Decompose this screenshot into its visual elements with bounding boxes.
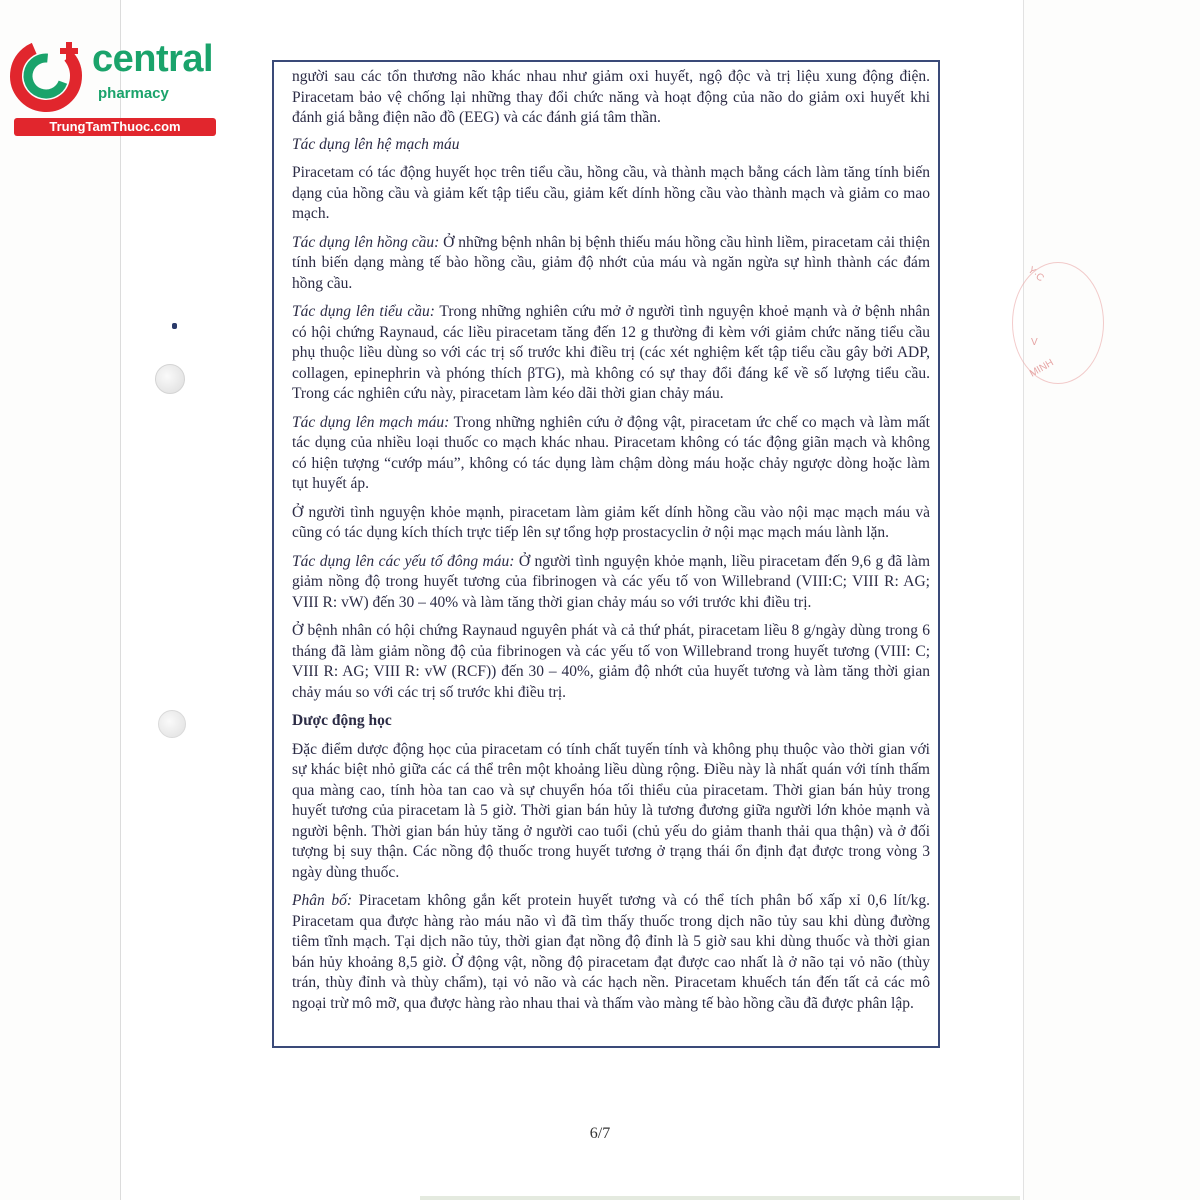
paragraph [292,67,930,129]
paragraph-lead: Tác dụng lên các yếu tố đông máu: [292,552,515,570]
document-content-frame [272,60,940,1048]
paragraph-text: Ở bệnh nhân có hội chứng Raynaud nguyên phát và cả thứ phát, piracetam liều 8 g/ngày dùng trong 6 tháng đã làm giảm nồng độ của fibrinogen và các yếu tố von Willebrand trong huyết tương (VIII: C; VIII R: AG; VIII R: vW (RCF)) đến 30 – 40%, giảm độ nhớt của huyết tương và làm tăng thời gian chảy máu so với các trị số trước khi điều trị. [292,622,930,701]
section-heading: Dược động học [292,712,392,729]
punch-hole [158,710,186,738]
paragraph-text: Đặc điểm dược động học của piracetam có tính chất tuyến tính và không phụ thuộc vào thời gian với sự khác biệt nhỏ giữa các cá thể trên một khoảng liều dùng rộng. Điều này là nhất quán với tính thấm qua màng cao, tính hòa tan cao và sự chuyển hóa tối thiểu của piracetam. Thời gian bán hủy trong huyết tương của piracetam là 5 giờ. Thời gian bán hủy là tương đương giữa người lớn khỏe mạnh và người bệnh. Thời gian bán hủy tăng ở người cao tuổi (chủ yếu do giảm thanh thải qua thận) và ở đối tượng bị suy thận. Các nồng độ thuốc trong huyết tương ở trạng thái ổn định đạt được trong vòng 3 ngày dùng thuốc. [292,740,930,881]
brand-url-banner[interactable]: TrungTamThuoc.com [14,118,216,136]
paragraph [292,891,930,1014]
paragraph [292,233,930,295]
paragraph-text: Ở người tình nguyện khỏe mạnh, piracetam làm giảm kết dính hồng cầu vào nội mạc mạch máu và cũng có tác dụng kích thích trực tiếp lên sự tổng hợp prostacyclin ở nội mạc mạch máu lành lặn. [292,503,930,541]
paragraph [292,552,930,614]
paragraph [292,621,930,703]
central-pharmacy-logo[interactable] [8,36,220,136]
paragraph-lead: Tác dụng lên mạch máu: [292,413,450,431]
stamp-text-mid: V [1031,337,1038,348]
ink-mark [172,323,177,329]
brand-name: central [92,38,214,80]
stamp-text-top: Y·C [1025,264,1046,285]
paragraph-text: Ở người tình nguyện khỏe mạnh, liều piracetam đến 9,6 g đã làm giảm nồng độ trong huyết tương của fibrinogen và các yếu tố von Willebrand (VIII:C; VIII R: AG; VIII R: vW) đến 30 – 40% và làm tăng thời gian chảy máu so với trước khi điều trị. [292,552,930,611]
paragraph-text: Ở những bệnh nhân bị bệnh thiếu máu hồng cầu hình liềm, piracetam cải thiện tính biến dạng màng tế bào hồng cầu, giảm độ nhớt của máu và ngăn ngừa sự hình thành các đám hồng cầu. [292,233,930,292]
paragraph [292,302,930,405]
paragraph-text: Piracetam không gắn kết protein huyết tương và có thể tích phân bố xấp xỉ 0,6 lít/kg. Piracetam qua được hàng rào máu não vì đã tìm thấy thuốc trong dịch não tủy sau khi dùng đường tiêm tĩnh mạch. Tại dịch não tủy, thời gian đạt nồng độ đỉnh là 5 giờ sau khi dùng thuốc và thời gian bán hủy khoảng 8,5 giờ. Ở động vật, nồng độ piracetam đạt được cao nhất là ở não tại vỏ não (thùy trán, thùy đỉnh và thùy chẩm), tại vỏ não và các hạch nền. Piracetam khuếch tán đến tất cả các mô ngoại trừ mô mỡ, qua được hàng rào nhau thai và thấm vào màng tế bào hồng cầu đã được phân lập. [292,892,930,1012]
scan-edge [420,1196,1020,1200]
paragraph-text: Trong những nghiên cứu mở ở người tình nguyện khoẻ mạnh và ở bệnh nhân có hội chứng Raynaud, các liều piracetam tăng đến 12 g thường đi kèm với giảm chức năng tiểu cầu phụ thuộc liều dùng so với các trị số trước khi điều trị (các xét nghiệm kết tập tiểu cầu gây bởi ADP, collagen, epinephrin và phóng thích βTG), mà không có sự thay đổi đáng kể về số lượng tiểu cầu. Trong các nghiên cứu này, piracetam làm kéo dãi thời gian chảy máu. [292,303,930,402]
brand-subtitle: pharmacy [98,85,169,102]
paragraph [292,163,930,225]
punch-hole [155,364,185,394]
red-seal-stamp [1012,262,1104,384]
paragraph-text: Trong những nghiên cứu ở động vật, piracetam ức chế co mạch và làm mất tác dụng của nhiều loại thuốc co mạch khác nhau. Piracetam không có tác động giãn mạch và không có hiện tượng “cướp máu”, không có tác dụng làm chậm dòng máu hoặc chảy ngược dòng hoặc làm tụt huyết áp. [292,413,930,492]
paragraph [292,413,930,495]
paragraph-lead: Phân bố: [292,892,353,909]
subheading: Tác dụng lên hệ mạch máu [292,135,460,153]
paragraph-lead: Tác dụng lên tiểu cầu: [292,303,435,320]
page-number: 6/7 [589,1125,611,1142]
pharmacy-logo-icon [8,36,92,116]
paragraph-text: Piracetam có tác động huyết học trên tiểu cầu, hồng cầu, và thành mạch bằng cách làm tăng tính biến dạng của hồng cầu và giảm kết tập tiểu cầu, giảm kết dính hồng cầu vào thành mạch và giảm co mao mạch. [292,164,930,222]
paragraph-lead: Tác dụng lên hồng cầu: [292,233,440,251]
paragraph-text: người sau các tổn thương não khác nhau như giảm oxi huyết, ngộ độc và trị liệu xung động điện. Piracetam bảo vệ chống lại những thay đổi chức năng và hoạt động của não do giảm oxi huyết khi đánh giá bằng điện não đồ (EEG) và các đánh giá tâm thần. [292,68,930,126]
paragraph [292,503,930,544]
stamp-text-bottom: MINH [1027,357,1056,380]
paragraph [292,740,930,884]
